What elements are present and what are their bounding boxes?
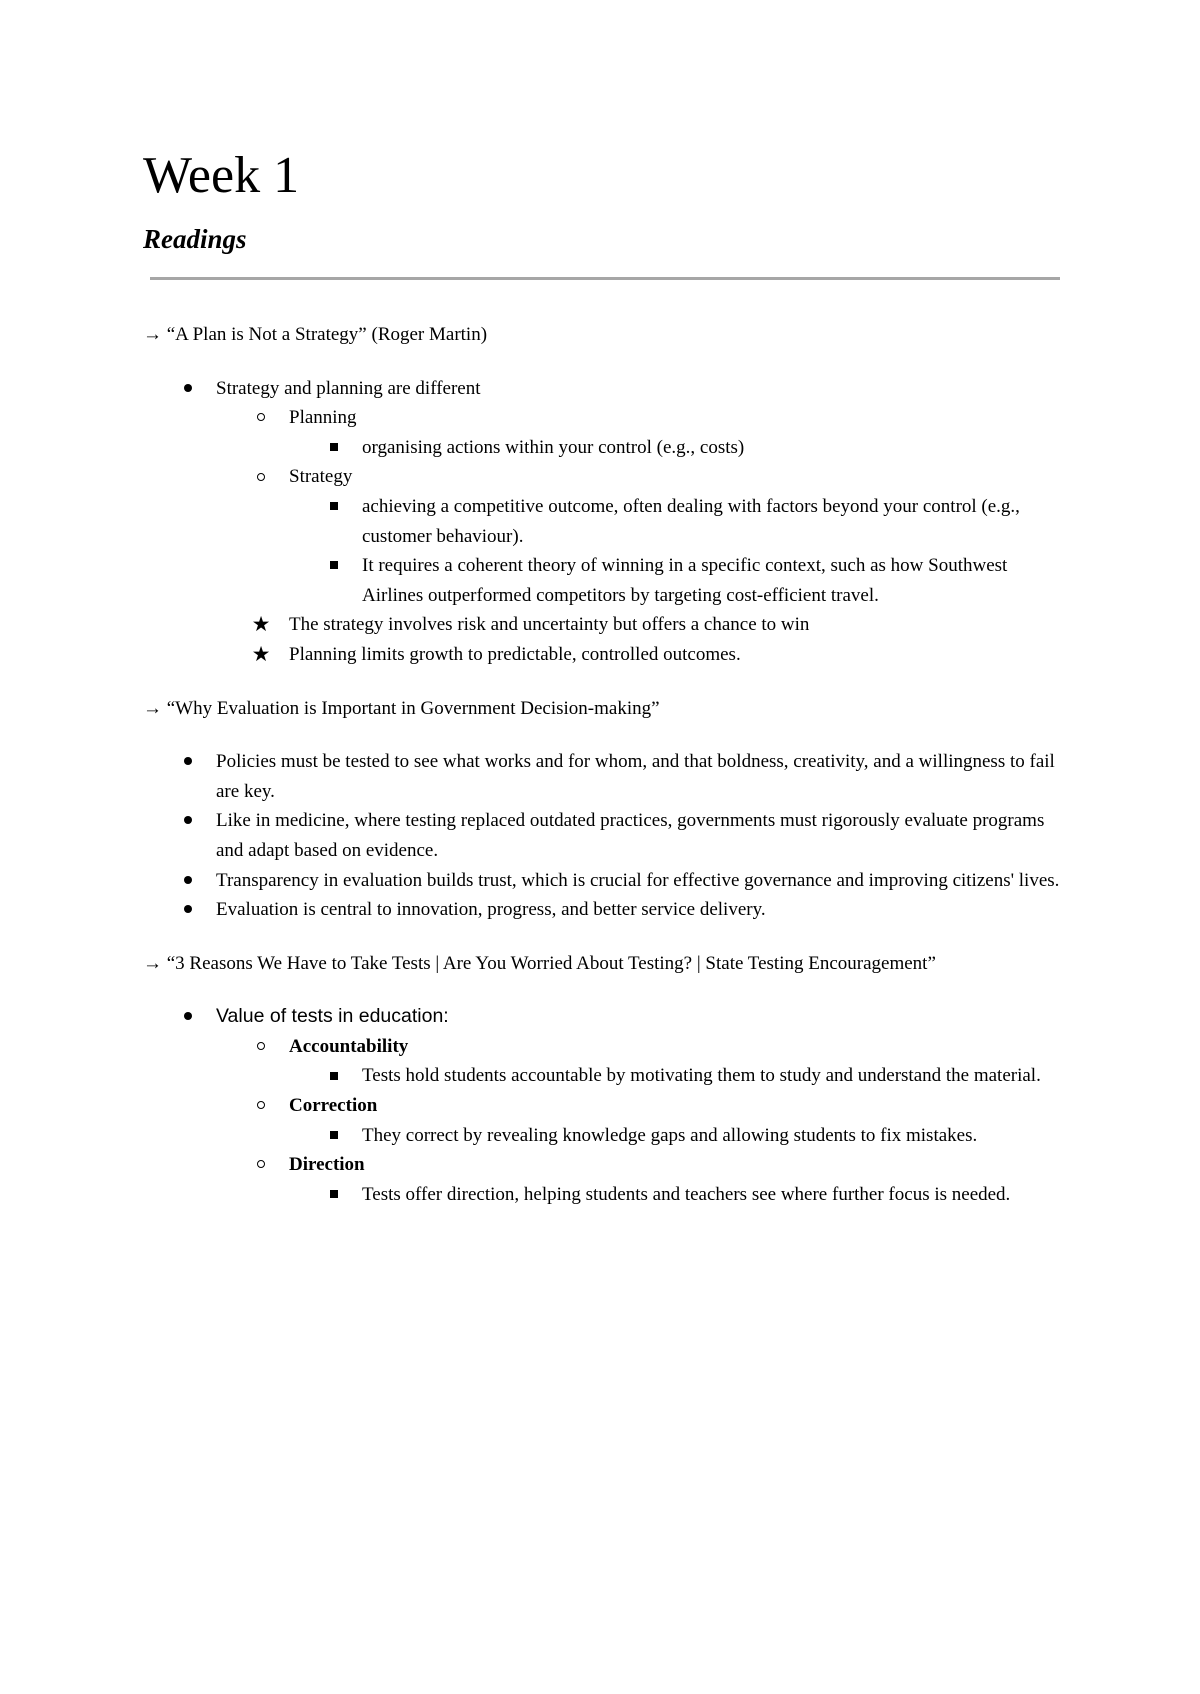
bullet-dot-icon [173, 866, 203, 896]
bullet-square-icon [319, 492, 349, 522]
list-item: They correct by revealing knowledge gaps and allowing students to fix mistakes. [143, 1121, 1063, 1151]
list-item: Planning [143, 403, 1063, 433]
bullet-circle-icon [246, 1091, 276, 1121]
bullet-square-icon [319, 1061, 349, 1091]
section-list [143, 747, 1063, 925]
bullet-square-icon [319, 1180, 349, 1210]
list-item: It requires a coherent theory of winning in a specific context, such as how Southwest Airlines outperformed competitors by targeting cost-efficient travel. [143, 551, 1063, 610]
page-subtitle: Readings [143, 224, 247, 254]
bullet-dot-icon [173, 747, 203, 777]
list-item: Policies must be tested to see what works and for whom, and that boldness, creativity, and a willingness to fail are key. [143, 747, 1063, 806]
section-heading: → “Why Evaluation is Important in Government Decision-making” [143, 697, 660, 719]
list-item: Strategy [143, 462, 1063, 492]
list-item: achieving a competitive outcome, often dealing with factors beyond your control (e.g., customer behaviour). [143, 492, 1063, 551]
bullet-square-icon [319, 1121, 349, 1151]
section-list [143, 374, 1063, 670]
bullet-square-icon [319, 551, 349, 581]
bullet-circle-icon [246, 462, 276, 492]
list-item: Transparency in evaluation builds trust, which is crucial for effective governance and improving citizens' lives. [143, 866, 1063, 896]
list-item: Tests hold students accountable by motivating them to study and understand the material. [143, 1061, 1063, 1091]
bullet-circle-icon [246, 403, 276, 433]
list-item: Strategy and planning are different [143, 374, 1063, 404]
list-item: Tests offer direction, helping students and teachers see where further focus is needed. [143, 1180, 1063, 1210]
bullet-circle-icon [246, 1032, 276, 1062]
bullet-dot-icon [173, 374, 203, 404]
section-list [143, 1002, 1063, 1209]
section-heading: → “A Plan is Not a Strategy” (Roger Martin) [143, 324, 488, 345]
star-icon: ★ [251, 612, 271, 637]
list-item: Evaluation is central to innovation, progress, and better service delivery. [143, 895, 1063, 925]
list-item: Like in medicine, where testing replaced outdated practices, governments must rigorously evaluate programs and adapt based on evidence. [143, 806, 1063, 865]
list-item: Correction [143, 1091, 1063, 1121]
bullet-dot-icon [173, 806, 203, 836]
page-title: Week 1 [143, 147, 300, 204]
star-icon: ★ [251, 641, 271, 666]
list-item: Value of tests in education: [143, 1002, 1063, 1032]
list-item: ★ The strategy involves risk and uncertainty but offers a chance to win [143, 610, 1063, 640]
list-item: ★ Planning limits growth to predictable, controlled outcomes. [143, 640, 1063, 670]
list-item: organising actions within your control (e.g., costs) [143, 433, 1063, 463]
list-item: Accountability [143, 1032, 1063, 1062]
bullet-square-icon [319, 433, 349, 463]
bullet-dot-icon [173, 1002, 203, 1032]
section-heading: → “3 Reasons We Have to Take Tests | Are You Worried About Testing? | State Testing Encouragement” [143, 952, 936, 974]
bullet-circle-icon [246, 1150, 276, 1180]
bullet-dot-icon [173, 895, 203, 925]
notes-body [143, 320, 1063, 1209]
list-item: Direction [143, 1150, 1063, 1180]
horizontal-rule [150, 277, 1060, 280]
